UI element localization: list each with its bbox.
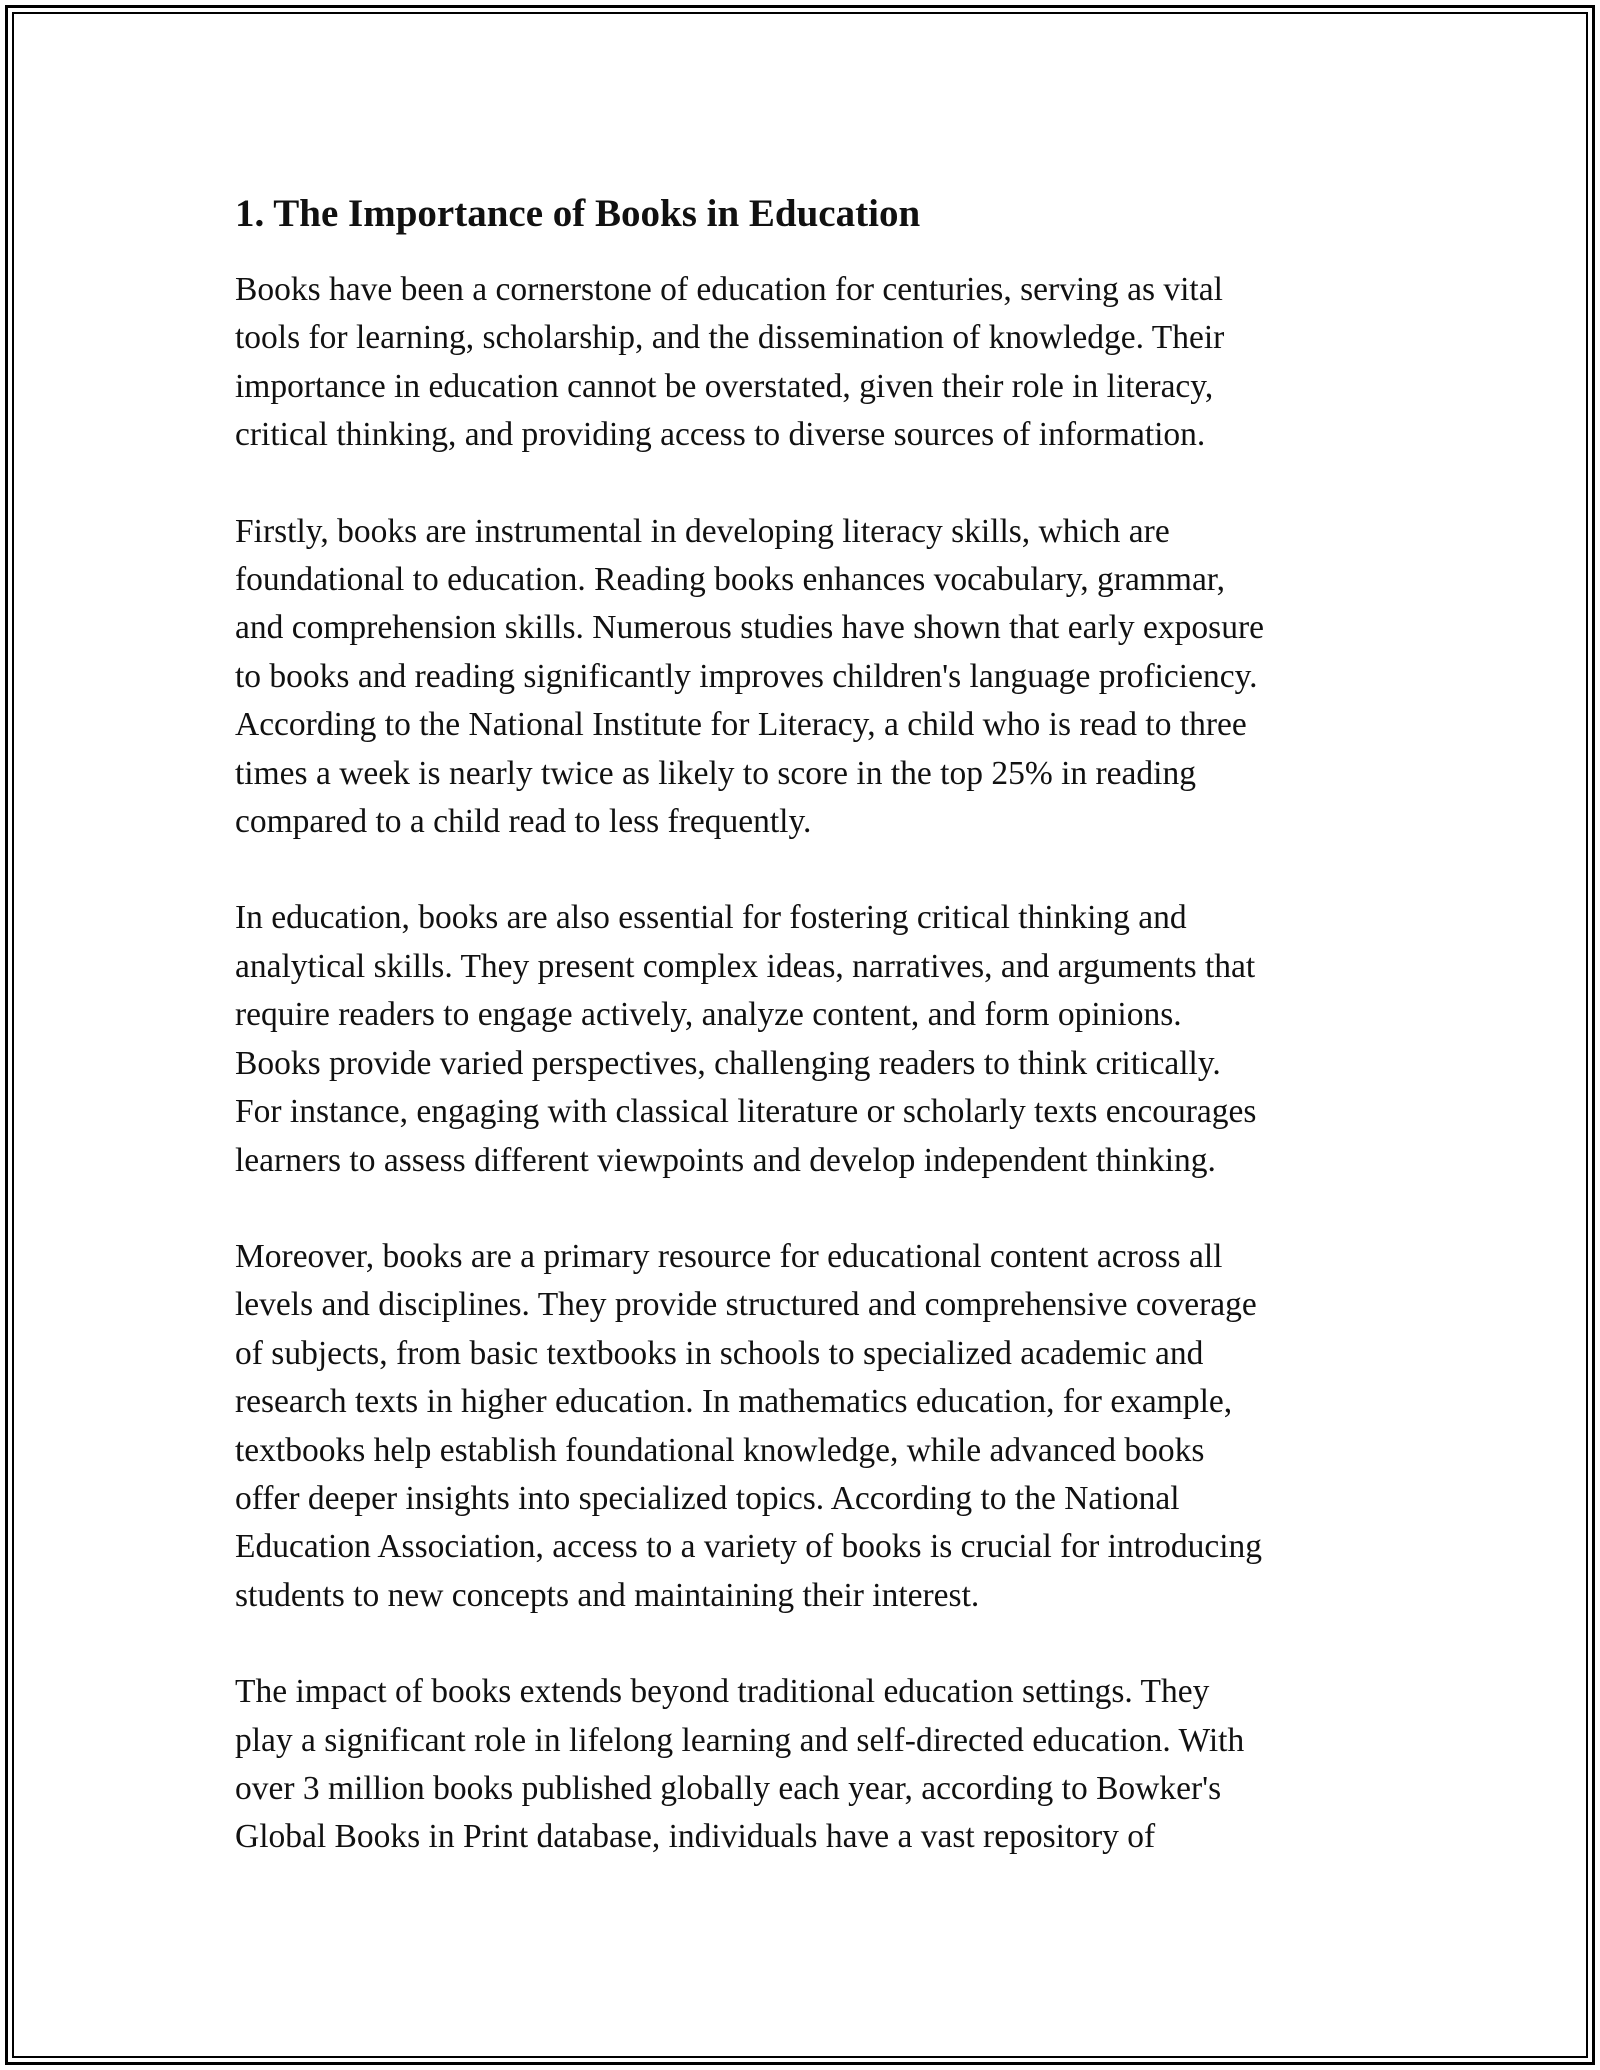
paragraph-3 [235,894,1375,1184]
document-body [235,188,1375,1910]
paragraph-line: According to the National Institute for Literacy, a child who is read to three [235,706,1247,744]
paragraph-line: critical thinking, and providing access to diverse sources of information. [235,416,1206,454]
paragraph-1 [235,266,1375,460]
paragraph-line: tools for learning, scholarship, and the dissemination of knowledge. Their [235,319,1225,357]
paragraph-line: play a significant role in lifelong learning and self-directed education. With [235,1721,1245,1759]
paragraph-line: Moreover, books are a primary resource for educational content across all [235,1237,1223,1275]
paragraph-line: Firstly, books are instrumental in developing literacy skills, which are [235,512,1170,550]
paragraph-line: to books and reading significantly improves children's language proficiency. [235,657,1258,695]
paragraph-line: offer deeper insights into specialized topics. According to the National [235,1479,1180,1517]
paragraph-line: For instance, engaging with classical literature or scholarly texts encourages [235,1093,1257,1131]
paragraph-line: Global Books in Print database, individuals have a vast repository of [235,1818,1156,1856]
paragraph-5 [235,1668,1375,1862]
paragraph-line: and comprehension skills. Numerous studies have shown that early exposure [235,609,1264,647]
paragraph-line: importance in education cannot be overstated, given their role in literacy, [235,367,1214,405]
paragraph-line: of subjects, from basic textbooks in schools to specialized academic and [235,1334,1204,1372]
paragraph-4 [235,1233,1375,1620]
paragraph-line: Education Association, access to a variety of books is crucial for introducing [235,1528,1263,1566]
paragraph-line: students to new concepts and maintaining their interest. [235,1576,980,1614]
paragraph-line: Books have been a cornerstone of education for centuries, serving as vital [235,271,1223,308]
paragraph-line: learners to assess different viewpoints and develop independent thinking. [235,1141,1216,1179]
paragraph-line: levels and disciplines. They provide structured and comprehensive coverage [235,1286,1257,1324]
paragraph-line: textbooks help establish foundational knowledge, while advanced books [235,1431,1205,1469]
paragraph-line: compared to a child read to less frequently. [235,803,812,841]
paragraph-line: Books provide varied perspectives, challenging readers to think critically. [235,1044,1221,1082]
paragraph-line: The impact of books extends beyond traditional education settings. They [235,1673,1210,1711]
paragraph-line: foundational to education. Reading books enhances vocabulary, grammar, [235,561,1226,599]
paragraph-line: require readers to engage actively, analyze content, and form opinions. [235,996,1182,1034]
section-heading: 1. The Importance of Books in Education [235,192,921,235]
paragraph-line: over 3 million books published globally each year, according to Bowker's [235,1769,1222,1807]
paragraph-line: research texts in higher education. In mathematics education, for example, [235,1383,1233,1421]
paragraph-line: times a week is nearly twice as likely to score in the top 25% in reading [235,754,1196,792]
paragraph-line: In education, books are also essential for fostering critical thinking and [235,899,1187,937]
paragraph-line: analytical skills. They present complex ideas, narratives, and arguments that [235,947,1256,985]
paragraph-2 [235,508,1375,847]
